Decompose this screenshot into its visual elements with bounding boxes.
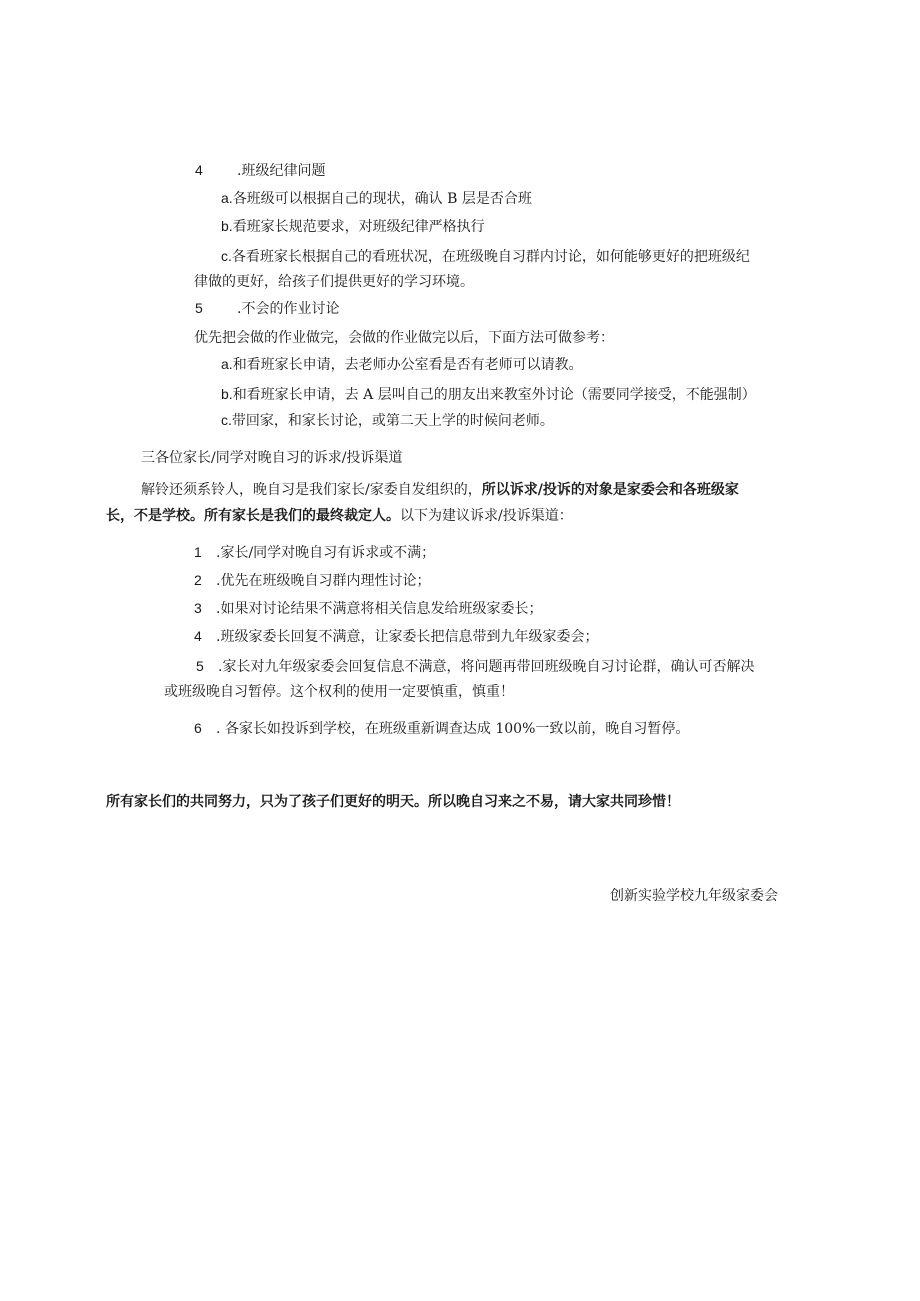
paragraph-line: 解铃还须系铃人，晚自习是我们家长/家委自发组织的，所以诉求/投诉的对象是家委会和各班级家 <box>141 482 739 498</box>
step-item: 3 .如果对讨论结果不满意将相关信息发给班级家委长； <box>194 600 543 617</box>
list-item: b.和看班家长申请，去 A 层叫自己的朋友出来教室外讨论（需要同学接受，不能强制） <box>221 386 756 403</box>
section-title: .班级纪律问题 <box>237 163 326 179</box>
section-4-heading <box>195 160 325 181</box>
section-5-heading <box>195 298 339 319</box>
signature: 创新实验学校九年级家委会 <box>610 888 778 904</box>
step-item: 1 .家长/同学对晚自习有诉求或不满； <box>194 544 436 561</box>
list-item: a.各班级可以根据自己的现状，确认 B 层是否合班 <box>221 190 532 207</box>
list-item: c.各看班家长根据自己的看班状况，在班级晚自习群内讨论，如何能够更好的把班级纪 <box>221 248 750 265</box>
step-item-continuation: 或班级晚自习暂停。这个权利的使用一定要慎重，慎重！ <box>164 684 514 700</box>
step-item: 2 .优先在班级晚自习群内理性讨论； <box>194 572 431 589</box>
paragraph-line: 长，不是学校。所有家长是我们的最终裁定人。以下为建议诉求/投诉渠道： <box>106 508 573 524</box>
section-3-heading: 三各位家长/同学对晚自习的诉求/投诉渠道 <box>141 450 403 466</box>
section-number: 4 <box>195 162 203 178</box>
section-5-intro: 优先把会做的作业做完，会做的作业做完以后，下面方法可做参考： <box>194 330 614 346</box>
step-item: 5 .家长对九年级家委会回复信息不满意，将问题再带回班级晚自习讨论群，确认可否解决 <box>196 658 755 675</box>
list-item: a.和看班家长申请，去老师办公室看是否有老师可以请教。 <box>221 356 583 373</box>
list-item: c.带回家，和家长讨论，或第二天上学的时候问老师。 <box>221 412 554 429</box>
step-item: 4 .班级家委长回复不满意，让家委长把信息带到九年级家委会； <box>194 628 599 645</box>
list-item-continuation: 律做的更好，给孩子们提供更好的学习环境。 <box>194 274 474 290</box>
closing-statement: 所有家长们的共同努力，只为了孩子们更好的明天。所以晚自习来之不易，请大家共同珍惜！ <box>106 794 680 810</box>
section-title: .不会的作业讨论 <box>237 301 340 317</box>
step-item: 6 . 各家长如投诉到学校，在班级重新调查达成 100%一致以前，晚自习暂停。 <box>194 720 690 737</box>
list-item: b.看班家长规范要求，对班级纪律严格执行 <box>221 218 485 235</box>
section-number: 5 <box>195 300 203 316</box>
